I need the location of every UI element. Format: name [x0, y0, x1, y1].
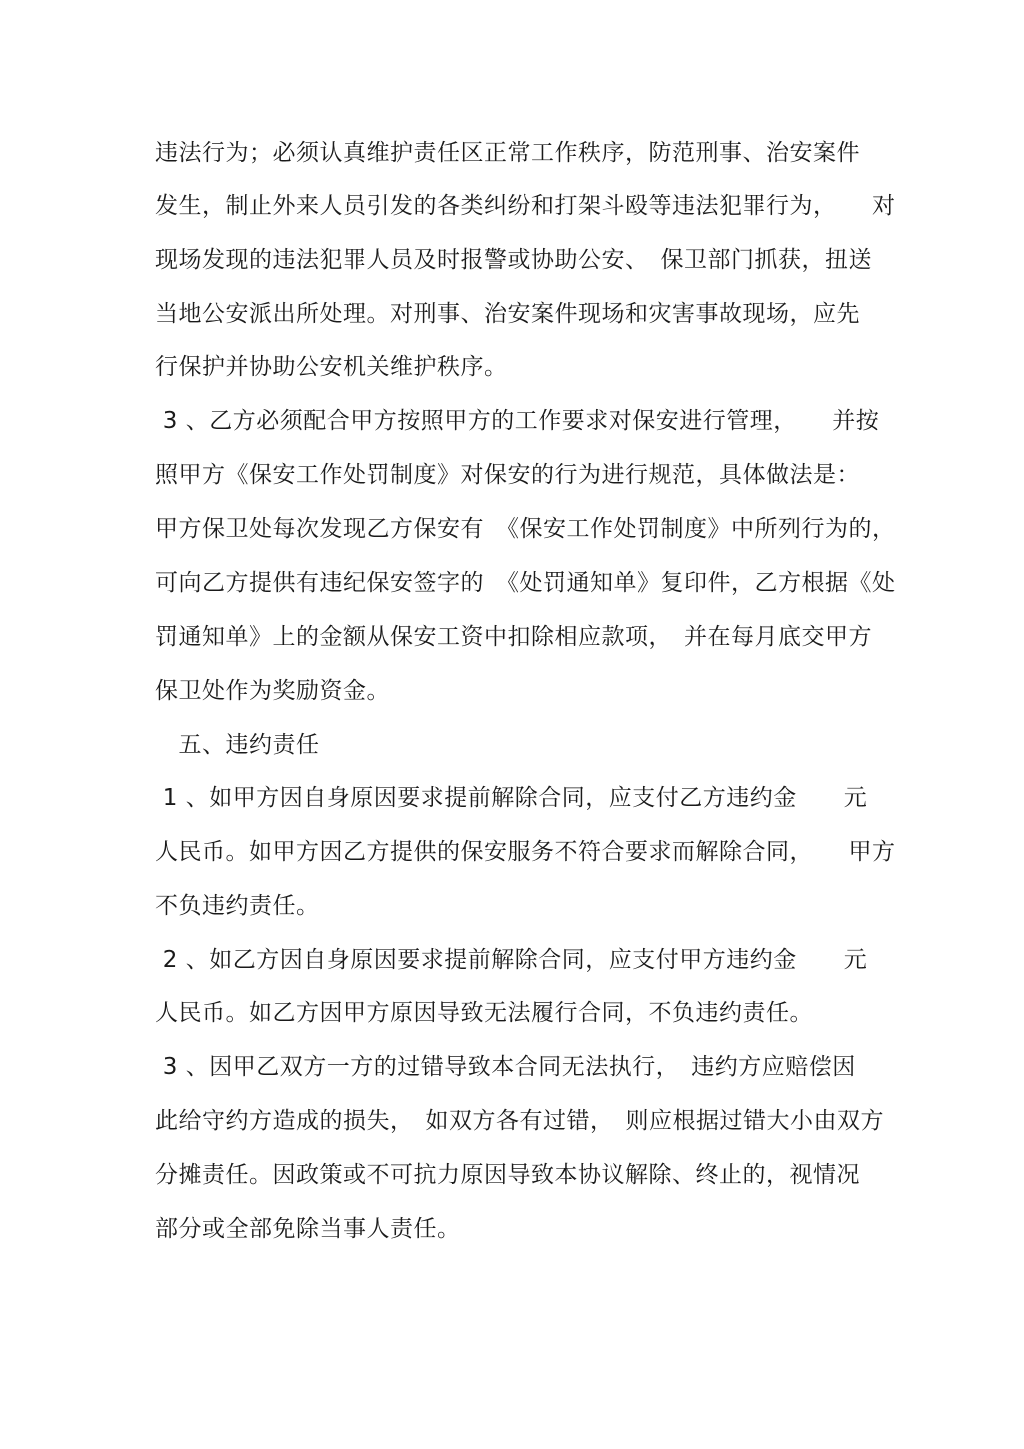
text-line: 人民币。如甲方因乙方提供的保安服务不符合要求而解除合同， 甲方 — [155, 839, 896, 865]
text-line: 此给守约方造成的损失， 如双方各有过错， 则应根据过错大小由双方 — [155, 1108, 884, 1134]
text-line: 违法行为；必须认真维护责任区正常工作秩序，防范刑事、治安案件 — [155, 140, 860, 166]
text-line: 现场发现的违法犯罪人员及时报警或协助公安、 保卫部门抓获，扭送 — [155, 247, 872, 273]
section-heading: 五、违约责任 — [155, 732, 320, 758]
text-line: 可向乙方提供有违纪保安签字的 《处罚通知单》复印件，乙方根据《处 — [155, 570, 896, 596]
text-line: 1 、如甲方因自身原因要求提前解除合同，应支付乙方违约金 元 — [155, 785, 868, 811]
text-line: 保卫处作为奖励资金。 — [155, 678, 390, 704]
text-line: 当地公安派出所处理。对刑事、治安案件现场和灾害事故现场，应先 — [155, 301, 860, 327]
text-line: 甲方保卫处每次发现乙方保安有 《保安工作处罚制度》中所列行为的， — [155, 516, 896, 542]
text-line: 3 、因甲乙双方一方的过错导致本合同无法执行， 违约方应赔偿因 — [155, 1054, 856, 1080]
text-line: 照甲方《保安工作处罚制度》对保安的行为进行规范，具体做法是： — [155, 462, 860, 488]
text-line: 部分或全部免除当事人责任。 — [155, 1216, 461, 1242]
text-line: 分摊责任。因政策或不可抗力原因导致本协议解除、终止的，视情况 — [155, 1162, 860, 1188]
text-line: 罚通知单》上的金额从保安工资中扣除相应款项， 并在每月底交甲方 — [155, 624, 872, 650]
text-line: 人民币。如乙方因甲方原因导致无法履行合同，不负违约责任。 — [155, 1000, 813, 1026]
text-line: 发生，制止外来人员引发的各类纠纷和打架斗殴等违法犯罪行为， 对 — [155, 193, 896, 219]
text-line: 行保护并协助公安机关维护秩序。 — [155, 354, 508, 380]
text-line: 2 、如乙方因自身原因要求提前解除合同，应支付甲方违约金 元 — [155, 947, 868, 973]
text-line: 3 、乙方必须配合甲方按照甲方的工作要求对保安进行管理， 并按 — [155, 408, 880, 434]
text-line: 不负违约责任。 — [155, 893, 320, 919]
